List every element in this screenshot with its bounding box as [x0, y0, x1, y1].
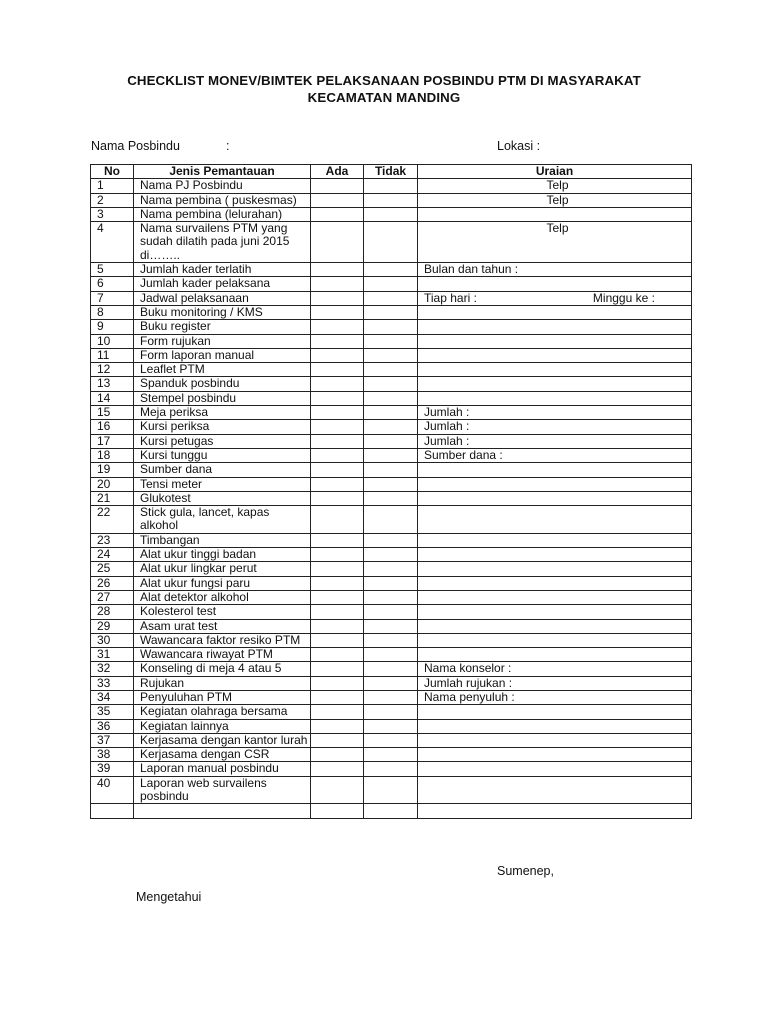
row-uraian: Jumlah : — [424, 419, 470, 434]
row-no: 13 — [91, 377, 134, 391]
row-uraian-cell[interactable] — [418, 291, 692, 305]
row-uraian-cell[interactable] — [418, 533, 692, 547]
row-uraian: Telp — [546, 221, 569, 236]
row-tidak-cell[interactable] — [364, 463, 418, 477]
row-uraian-cell[interactable] — [418, 776, 692, 804]
row-no: 22 — [91, 506, 134, 534]
row-item: Jumlah kader terlatih — [134, 263, 311, 277]
row-no — [91, 804, 134, 818]
table-row — [91, 448, 692, 462]
row-uraian-cell[interactable] — [418, 377, 692, 391]
row-ada-cell[interactable] — [311, 590, 364, 604]
row-no: 9 — [91, 320, 134, 334]
row-ada-cell[interactable] — [311, 391, 364, 405]
row-item: Konseling di meja 4 atau 5 — [134, 662, 311, 676]
row-ada-cell[interactable] — [311, 648, 364, 662]
table-row — [91, 690, 692, 704]
row-uraian-cell[interactable] — [418, 662, 692, 676]
row-tidak-cell[interactable] — [364, 420, 418, 434]
table-row — [91, 733, 692, 747]
table-row — [91, 434, 692, 448]
row-item: Nama PJ Posbindu — [134, 179, 311, 193]
row-no: 33 — [91, 676, 134, 690]
lokasi-label: Lokasi : — [497, 139, 541, 153]
row-no: 26 — [91, 576, 134, 590]
table-row — [91, 463, 692, 477]
row-tidak-cell[interactable] — [364, 548, 418, 562]
row-uraian: Tiap hari : — [424, 291, 477, 305]
row-uraian: Jumlah : — [424, 434, 470, 448]
row-ada-cell[interactable] — [311, 733, 364, 747]
row-item: Nama pembina (lelurahan) — [134, 207, 311, 221]
table-row — [91, 222, 692, 263]
table-row — [91, 676, 692, 690]
row-item: Alat detektor alkohol — [134, 590, 311, 604]
row-no: 18 — [91, 448, 134, 462]
row-tidak-cell[interactable] — [364, 291, 418, 305]
row-no: 7 — [91, 291, 134, 305]
row-ada-cell[interactable] — [311, 179, 364, 193]
row-uraian-cell[interactable] — [418, 705, 692, 719]
row-no: 6 — [91, 277, 134, 291]
row-item: Laporan web survailens posbindu — [134, 776, 311, 804]
row-no: 39 — [91, 762, 134, 776]
header-uraian: Uraian — [418, 165, 692, 179]
document-title — [60, 72, 708, 106]
row-ada-cell[interactable] — [311, 690, 364, 704]
row-ada-cell[interactable] — [311, 434, 364, 448]
table-row — [91, 605, 692, 619]
row-ada-cell[interactable] — [311, 562, 364, 576]
row-no: 21 — [91, 491, 134, 505]
row-ada-cell[interactable] — [311, 363, 364, 377]
row-item: Buku monitoring / KMS — [134, 305, 311, 319]
row-item: Spanduk posbindu — [134, 377, 311, 391]
row-uraian-cell[interactable] — [418, 477, 692, 491]
row-item: Jumlah kader pelaksana — [134, 277, 311, 291]
row-ada-cell[interactable] — [311, 377, 364, 391]
row-no: 37 — [91, 733, 134, 747]
row-no: 31 — [91, 648, 134, 662]
row-ada-cell[interactable] — [311, 291, 364, 305]
row-uraian: Jumlah : — [424, 405, 470, 420]
row-tidak-cell[interactable] — [364, 748, 418, 762]
row-tidak-cell[interactable] — [364, 590, 418, 604]
table-row — [91, 193, 692, 207]
row-uraian-cell[interactable] — [418, 590, 692, 604]
row-ada-cell[interactable] — [311, 719, 364, 733]
row-no: 40 — [91, 776, 134, 804]
row-tidak-cell[interactable] — [364, 533, 418, 547]
row-item: Kegiatan olahraga bersama — [134, 705, 311, 719]
row-item: Kursi tunggu — [134, 448, 311, 462]
table-row — [91, 576, 692, 590]
nama-posbindu-colon: : — [226, 139, 230, 153]
row-item: Kursi petugas — [134, 434, 311, 448]
row-tidak-cell[interactable] — [364, 477, 418, 491]
row-uraian-cell[interactable] — [418, 690, 692, 704]
table-row — [91, 291, 692, 305]
row-ada-cell[interactable] — [311, 619, 364, 633]
row-ada-cell[interactable] — [311, 762, 364, 776]
row-ada-cell[interactable] — [311, 305, 364, 319]
row-no: 11 — [91, 348, 134, 362]
row-uraian-cell[interactable] — [418, 733, 692, 747]
table-row — [91, 391, 692, 405]
row-tidak-cell[interactable] — [364, 348, 418, 362]
table-row — [91, 277, 692, 291]
row-uraian: Telp — [546, 178, 569, 193]
row-ada-cell[interactable] — [311, 477, 364, 491]
row-tidak-cell[interactable] — [364, 363, 418, 377]
row-ada-cell[interactable] — [311, 320, 364, 334]
row-no: 30 — [91, 633, 134, 647]
row-no: 17 — [91, 434, 134, 448]
header-no: No — [91, 165, 134, 179]
row-ada-cell[interactable] — [311, 676, 364, 690]
table-row — [91, 305, 692, 319]
row-no: 16 — [91, 420, 134, 434]
table-row — [91, 590, 692, 604]
row-uraian-cell[interactable] — [418, 348, 692, 362]
row-uraian-cell[interactable] — [418, 207, 692, 221]
row-item: Kolesterol test — [134, 605, 311, 619]
row-tidak-cell[interactable] — [364, 506, 418, 534]
row-uraian-cell[interactable] — [418, 222, 692, 263]
row-ada-cell[interactable] — [311, 420, 364, 434]
header-ada: Ada — [311, 165, 364, 179]
row-item: Jadwal pelaksanaan — [134, 291, 311, 305]
row-uraian-cell[interactable] — [418, 633, 692, 647]
row-no: 8 — [91, 305, 134, 319]
table-row — [91, 776, 692, 804]
row-uraian-cell[interactable] — [418, 305, 692, 319]
row-no: 20 — [91, 477, 134, 491]
table-row — [91, 719, 692, 733]
row-no: 24 — [91, 548, 134, 562]
row-ada-cell[interactable] — [311, 448, 364, 462]
row-tidak-cell[interactable] — [364, 676, 418, 690]
row-ada-cell[interactable] — [311, 491, 364, 505]
table-row — [91, 263, 692, 277]
table-row — [91, 406, 692, 420]
row-ada-cell[interactable] — [311, 506, 364, 534]
table-row — [91, 348, 692, 362]
row-item: Alat ukur tinggi badan — [134, 548, 311, 562]
row-item: Stempel posbindu — [134, 391, 311, 405]
row-uraian-cell[interactable] — [418, 420, 692, 434]
row-ada-cell[interactable] — [311, 348, 364, 362]
row-item: Nama pembina ( puskesmas) — [134, 193, 311, 207]
row-uraian-cell[interactable] — [418, 193, 692, 207]
row-uraian-cell[interactable] — [418, 506, 692, 534]
row-tidak-cell[interactable] — [364, 377, 418, 391]
row-ada-cell[interactable] — [311, 662, 364, 676]
row-no: 15 — [91, 406, 134, 420]
row-tidak-cell[interactable] — [364, 562, 418, 576]
row-no: 2 — [91, 193, 134, 207]
row-no: 14 — [91, 391, 134, 405]
row-tidak-cell[interactable] — [364, 619, 418, 633]
row-tidak-cell[interactable] — [364, 448, 418, 462]
row-no: 25 — [91, 562, 134, 576]
table-row — [91, 179, 692, 193]
row-item: Leaflet PTM — [134, 363, 311, 377]
row-ada-cell[interactable] — [311, 776, 364, 804]
row-tidak-cell[interactable] — [364, 406, 418, 420]
row-no: 28 — [91, 605, 134, 619]
row-uraian: Sumber dana : — [424, 448, 503, 462]
row-tidak-cell[interactable] — [364, 776, 418, 804]
row-uraian-cell[interactable] — [418, 719, 692, 733]
row-item: Penyuluhan PTM — [134, 690, 311, 704]
row-tidak-cell[interactable] — [364, 334, 418, 348]
row-item: Tensi meter — [134, 477, 311, 491]
nama-posbindu-label: Nama Posbindu — [91, 139, 180, 153]
row-tidak-cell[interactable] — [364, 179, 418, 193]
row-item: Wawancara riwayat PTM — [134, 648, 311, 662]
row-item: Meja periksa — [134, 406, 311, 420]
row-item: Kegiatan lainnya — [134, 719, 311, 733]
row-uraian-cell[interactable] — [418, 179, 692, 193]
row-tidak-cell[interactable] — [364, 690, 418, 704]
row-uraian-cell[interactable] — [418, 562, 692, 576]
row-uraian-cell[interactable] — [418, 434, 692, 448]
row-item: Form laporan manual — [134, 348, 311, 362]
row-no: 10 — [91, 334, 134, 348]
row-tidak-cell[interactable] — [364, 491, 418, 505]
table-row — [91, 762, 692, 776]
row-uraian-secondary: Minggu ke : — [592, 291, 655, 305]
row-tidak-cell[interactable] — [364, 222, 418, 263]
row-item: Kerjasama dengan kantor lurah — [134, 733, 311, 747]
row-uraian-cell[interactable] — [418, 804, 692, 818]
row-no: 36 — [91, 719, 134, 733]
row-uraian-cell[interactable] — [418, 676, 692, 690]
row-item: Timbangan — [134, 533, 311, 547]
row-uraian-cell[interactable] — [418, 463, 692, 477]
row-ada-cell[interactable] — [311, 705, 364, 719]
table-row — [91, 363, 692, 377]
table-row — [91, 320, 692, 334]
title-line-1: CHECKLIST MONEV/BIMTEK PELAKSANAAN POSBINDU PTM DI MASYARAKAT — [127, 73, 641, 88]
row-no: 38 — [91, 748, 134, 762]
row-ada-cell[interactable] — [311, 193, 364, 207]
row-item — [134, 804, 311, 818]
row-uraian-cell[interactable] — [418, 263, 692, 277]
row-item: Rujukan — [134, 676, 311, 690]
row-no: 23 — [91, 533, 134, 547]
table-row — [91, 334, 692, 348]
row-item: Form rujukan — [134, 334, 311, 348]
row-tidak-cell[interactable] — [364, 662, 418, 676]
row-uraian-cell[interactable] — [418, 605, 692, 619]
header-tidak: Tidak — [364, 165, 418, 179]
row-item: Laporan manual posbindu — [134, 762, 311, 776]
row-tidak-cell[interactable] — [364, 263, 418, 277]
table-row — [91, 705, 692, 719]
row-uraian: Jumlah rujukan : — [424, 676, 513, 690]
mengetahui-label: Mengetahui — [136, 890, 202, 904]
row-no: 34 — [91, 690, 134, 704]
row-uraian-cell[interactable] — [418, 762, 692, 776]
row-item: Kerjasama dengan CSR — [134, 748, 311, 762]
table-row — [91, 662, 692, 676]
row-ada-cell[interactable] — [311, 748, 364, 762]
row-no: 19 — [91, 463, 134, 477]
row-ada-cell[interactable] — [311, 576, 364, 590]
row-no: 4 — [91, 222, 134, 263]
table-row — [91, 804, 692, 818]
row-ada-cell[interactable] — [311, 605, 364, 619]
row-uraian: Nama penyuluh : — [424, 690, 515, 704]
table-row — [91, 491, 692, 505]
row-tidak-cell[interactable] — [364, 305, 418, 319]
row-tidak-cell[interactable] — [364, 391, 418, 405]
row-item: Alat ukur fungsi paru — [134, 576, 311, 590]
row-uraian-cell[interactable] — [418, 277, 692, 291]
table-row — [91, 533, 692, 547]
row-item: Buku register — [134, 320, 311, 334]
row-uraian-cell[interactable] — [418, 748, 692, 762]
table-row — [91, 477, 692, 491]
row-no: 1 — [91, 179, 134, 193]
row-item: Sumber dana — [134, 463, 311, 477]
row-tidak-cell[interactable] — [364, 605, 418, 619]
row-tidak-cell[interactable] — [364, 804, 418, 818]
row-no: 27 — [91, 590, 134, 604]
row-ada-cell[interactable] — [311, 207, 364, 221]
row-item: Glukotest — [134, 491, 311, 505]
row-uraian-cell[interactable] — [418, 491, 692, 505]
table-row — [91, 207, 692, 221]
row-tidak-cell[interactable] — [364, 576, 418, 590]
row-item: Alat ukur lingkar perut — [134, 562, 311, 576]
row-tidak-cell[interactable] — [364, 434, 418, 448]
table-row — [91, 648, 692, 662]
row-tidak-cell[interactable] — [364, 320, 418, 334]
table-row — [91, 420, 692, 434]
row-ada-cell[interactable] — [311, 804, 364, 818]
row-tidak-cell[interactable] — [364, 648, 418, 662]
row-ada-cell[interactable] — [311, 633, 364, 647]
row-item: Nama survailens PTM yang sudah dilatih pada juni 2015 di…….. — [134, 222, 311, 263]
row-no: 5 — [91, 263, 134, 277]
row-uraian-cell[interactable] — [418, 406, 692, 420]
table-row — [91, 548, 692, 562]
row-no: 32 — [91, 662, 134, 676]
table-row — [91, 748, 692, 762]
row-uraian-cell[interactable] — [418, 363, 692, 377]
row-no: 35 — [91, 705, 134, 719]
row-ada-cell[interactable] — [311, 263, 364, 277]
row-tidak-cell[interactable] — [364, 733, 418, 747]
row-tidak-cell[interactable] — [364, 207, 418, 221]
row-ada-cell[interactable] — [311, 533, 364, 547]
row-ada-cell[interactable] — [311, 548, 364, 562]
row-no: 12 — [91, 363, 134, 377]
row-tidak-cell[interactable] — [364, 193, 418, 207]
row-no: 29 — [91, 619, 134, 633]
table-header-row — [91, 165, 692, 179]
place-date-label: Sumenep, — [497, 864, 554, 878]
row-item: Kursi periksa — [134, 420, 311, 434]
row-uraian-cell[interactable] — [418, 448, 692, 462]
table-row — [91, 562, 692, 576]
row-uraian-cell[interactable] — [418, 548, 692, 562]
checklist-table — [90, 164, 692, 819]
table-row — [91, 619, 692, 633]
row-tidak-cell[interactable] — [364, 633, 418, 647]
row-ada-cell[interactable] — [311, 277, 364, 291]
row-uraian-cell[interactable] — [418, 320, 692, 334]
table-row — [91, 633, 692, 647]
header-jenis-pemantauan: Jenis Pemantauan — [134, 165, 311, 179]
row-uraian-cell[interactable] — [418, 648, 692, 662]
row-ada-cell[interactable] — [311, 334, 364, 348]
row-ada-cell[interactable] — [311, 222, 364, 263]
row-ada-cell[interactable] — [311, 463, 364, 477]
row-no: 3 — [91, 207, 134, 221]
row-tidak-cell[interactable] — [364, 705, 418, 719]
row-uraian: Telp — [546, 193, 569, 207]
row-uraian-cell[interactable] — [418, 619, 692, 633]
row-uraian: Bulan dan tahun : — [424, 262, 519, 277]
row-item: Wawancara faktor resiko PTM — [134, 633, 311, 647]
row-uraian-cell[interactable] — [418, 576, 692, 590]
row-uraian-cell[interactable] — [418, 391, 692, 405]
row-uraian-cell[interactable] — [418, 334, 692, 348]
row-tidak-cell[interactable] — [364, 277, 418, 291]
row-uraian: Nama konselor : — [424, 661, 512, 676]
row-tidak-cell[interactable] — [364, 762, 418, 776]
row-tidak-cell[interactable] — [364, 719, 418, 733]
row-ada-cell[interactable] — [311, 406, 364, 420]
table-row — [91, 377, 692, 391]
row-item: Asam urat test — [134, 619, 311, 633]
table-row — [91, 506, 692, 534]
row-item: Stick gula, lancet, kapas alkohol — [134, 506, 311, 534]
title-line-2: KECAMATAN MANDING — [307, 90, 461, 105]
